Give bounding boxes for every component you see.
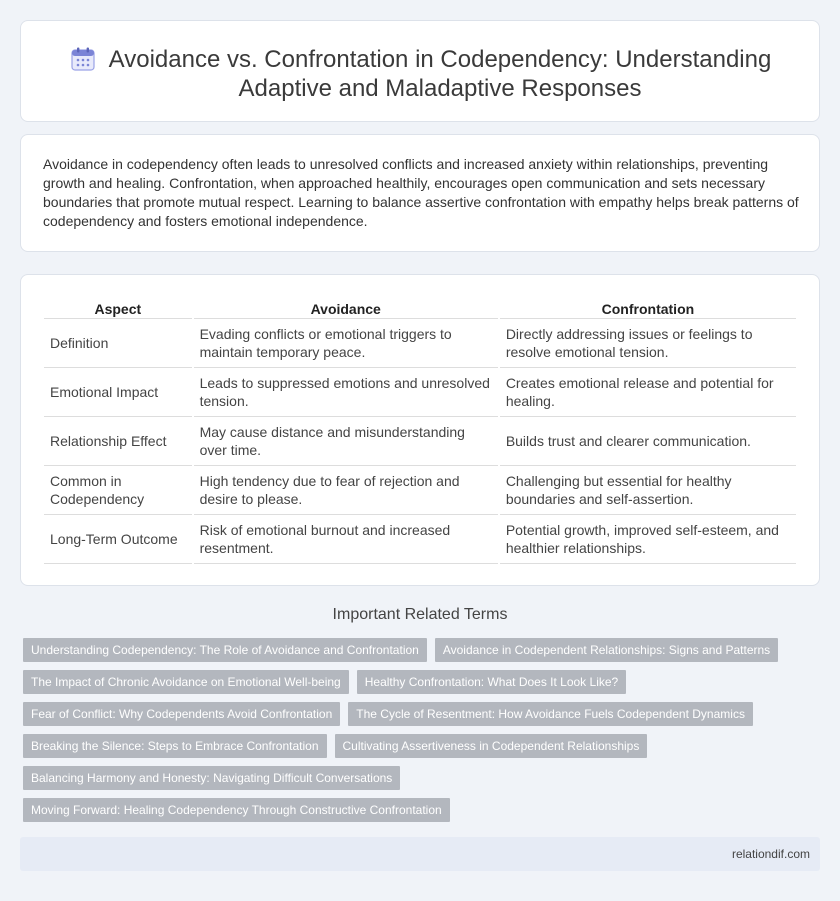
cell-confrontation: Potential growth, improved self-esteem, and healthier relationships. [500,515,796,564]
cell-confrontation: Directly addressing issues or feelings to resolve emotional tension. [500,319,796,368]
related-tag-link[interactable]: The Impact of Chronic Avoidance on Emotional Well-being [23,670,349,694]
related-terms-list [23,638,813,830]
table-row [44,466,796,515]
related-tag-link[interactable]: Fear of Conflict: Why Codependents Avoid Confrontation [23,702,340,726]
tag-row [23,702,813,734]
tag-row [23,734,813,766]
cell-avoidance: Leads to suppressed emotions and unresolved tension. [194,368,498,417]
header-aspect: Aspect [44,295,192,319]
related-tag-link[interactable]: Cultivating Assertiveness in Codependent Relationships [335,734,648,758]
cell-avoidance: High tendency due to fear of rejection and desire to please. [194,466,498,515]
cell-aspect: Long-Term Outcome [44,515,192,564]
cell-confrontation: Challenging but essential for healthy boundaries and self-assertion. [500,466,796,515]
comparison-table-card [20,274,820,586]
intro-paragraph: Avoidance in codependency often leads to unresolved conflicts and increased anxiety within relationships, preventing growth and healing. Confrontation, when approached healthily, encourages open communication and sets necessary boundaries that promote mutual respect. Learning to balance assertive confrontation with empathy helps break patterns of codependency and fosters emotional independence. [43,156,799,229]
related-tag-link[interactable]: Avoidance in Codependent Relationships: Signs and Patterns [435,638,778,662]
footer-site-link[interactable]: relationdif.com [731,847,810,861]
footer-bar [20,837,820,871]
related-tag-link[interactable]: Understanding Codependency: The Role of Avoidance and Confrontation [23,638,427,662]
table-row [44,319,796,368]
table-header-row [44,295,796,319]
cell-aspect: Emotional Impact [44,368,192,417]
page-title: Avoidance vs. Confrontation in Codependency: Understanding Adaptive and Maladaptive Responses [108,46,772,102]
cell-aspect: Definition [44,319,192,368]
header-card [20,20,820,122]
tag-row [23,638,813,670]
cell-avoidance: Risk of emotional burnout and increased resentment. [194,515,498,564]
tag-row [23,670,813,702]
tag-row [23,766,813,798]
related-tag-link[interactable]: The Cycle of Resentment: How Avoidance Fuels Codependent Dynamics [348,702,753,726]
cell-aspect: Common in Codependency [44,466,192,515]
cell-confrontation: Creates emotional release and potential for healing. [500,368,796,417]
tag-row [23,798,813,830]
related-tag-link[interactable]: Balancing Harmony and Honesty: Navigating Difficult Conversations [23,766,400,790]
cell-aspect: Relationship Effect [44,417,192,466]
related-terms-title: Important Related Terms [332,606,508,623]
related-tag-link[interactable]: Breaking the Silence: Steps to Embrace Confrontation [23,734,327,758]
table-row [44,417,796,466]
header-avoidance: Avoidance [194,295,498,319]
cell-avoidance: Evading conflicts or emotional triggers to maintain temporary peace. [194,319,498,368]
header-confrontation: Confrontation [500,295,796,319]
related-tag-link[interactable]: Moving Forward: Healing Codependency Through Constructive Confrontation [23,798,450,822]
comparison-table [42,295,798,564]
cell-confrontation: Builds trust and clearer communication. [500,417,796,466]
table-row [44,368,796,417]
intro-card [20,134,820,252]
table-row [44,515,796,564]
cell-avoidance: May cause distance and misunderstanding over time. [194,417,498,466]
related-tag-link[interactable]: Healthy Confrontation: What Does It Look Like? [357,670,626,694]
